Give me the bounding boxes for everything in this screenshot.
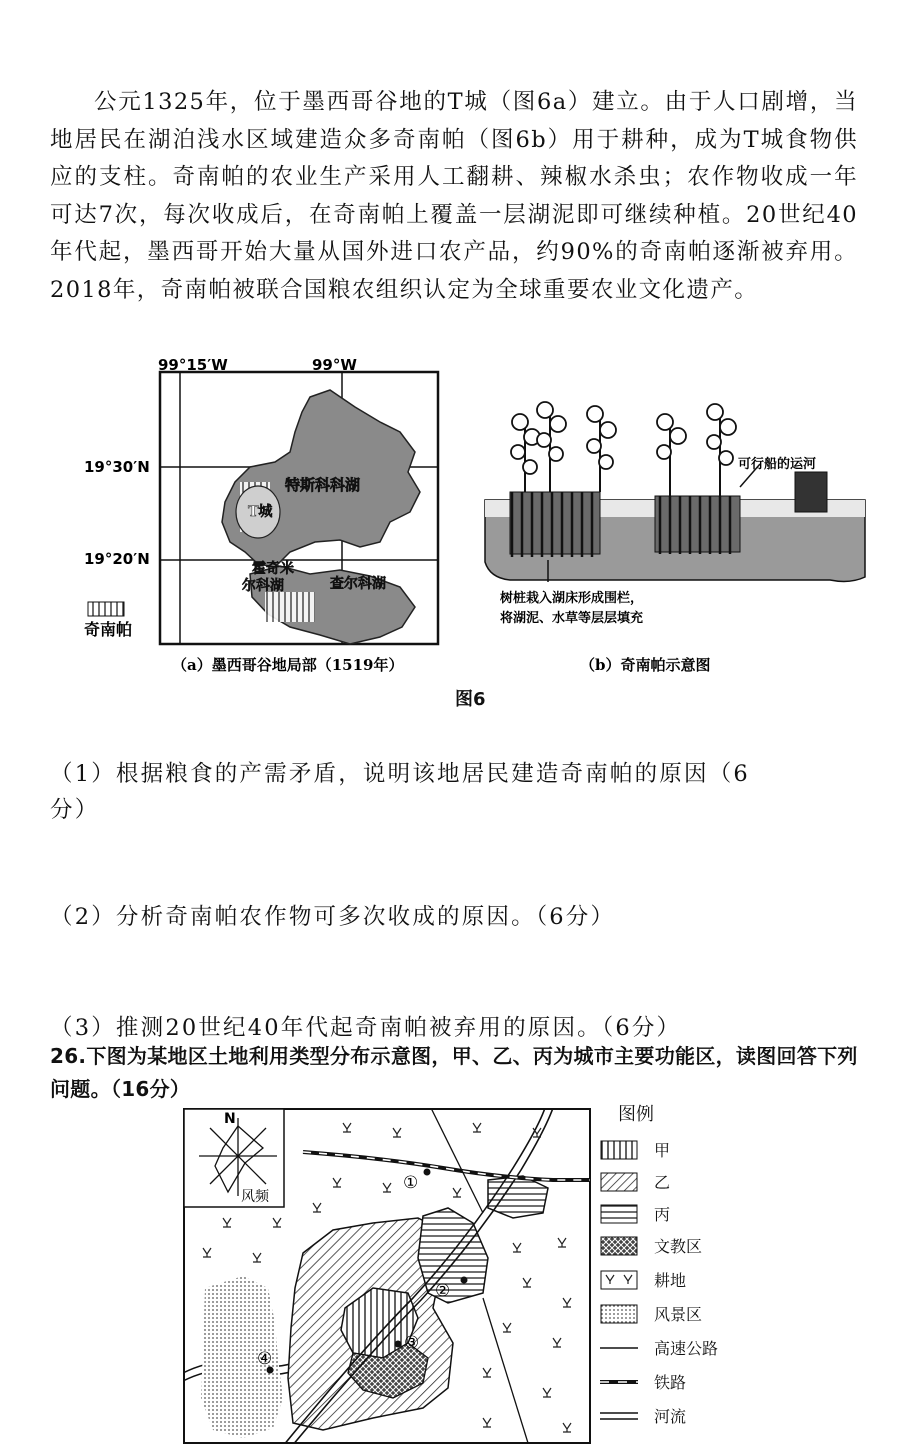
intro-paragraph: 公元1325年，位于墨西哥谷地的T城（图6a）建立。由于人口剧增，当地居民在湖泊浅水区域建造众多奇南帕（图6b）用于耕种，成为T城食物供应的支柱。奇南帕的农业生产采用人工翻耕、辣椒水杀虫；农作物收成一年可达7次，每次收成后，在奇南帕上覆盖一层湖泥即可继续种植。20世纪40年代起，墨西哥开始大量从国外进口农产品，约90%的奇南帕逐渐被弃用。2018年，奇南帕被联合国粮农组织认定为全球重要农业文化遗产。 (50, 89, 858, 303)
lon-label-2: 99°W (312, 356, 357, 374)
lat-label-1: 19°30′N (84, 458, 150, 476)
figure-6a-map (80, 352, 460, 687)
wind-frequency-label: 风频 (241, 1189, 269, 1205)
north-label: N (224, 1111, 236, 1127)
question-26: 26.下图为某地区土地利用类型分布示意图，甲、乙、丙为城市主要功能区，读图回答下列问题。（16分） (50, 1044, 858, 1101)
lon-label-1: 99°15′W (158, 356, 228, 374)
chinampa-plot-2 (655, 496, 740, 554)
lake-label-chalco: 查尔科湖 (330, 576, 386, 592)
canal-boat-post (795, 472, 827, 512)
lake-label-xochimilco-a: 霍奇米 (252, 561, 294, 577)
legend-label: 文教区 (654, 1237, 703, 1256)
lake-label-texcoco: 特斯科科湖 (285, 476, 361, 494)
question-1-line-2: 分） (50, 797, 100, 823)
point-2: ② (435, 1281, 451, 1301)
canal-label: 可行船的运河 (738, 457, 817, 472)
legend-label: 风景区 (654, 1305, 703, 1324)
point-1: ① (403, 1173, 419, 1193)
legend-label: 铁路 (654, 1373, 687, 1392)
question-1-line-1: （1）根据粮食的产需矛盾，说明该地居民建造奇南帕的原因（6 (50, 761, 750, 787)
legend-label: 甲 (654, 1141, 671, 1160)
question-3: （3）推测20世纪40年代起奇南帕被弃用的原因。（6分） (50, 1015, 682, 1041)
legend-title: 图例 (618, 1104, 654, 1125)
city-label: T城 (248, 504, 273, 520)
point-3: ③ (404, 1333, 420, 1353)
fig6b-note-2: 将湖泥、水草等层层填充 (500, 611, 644, 626)
legend-label: 河流 (654, 1407, 687, 1426)
land-use-map (183, 1108, 591, 1444)
question-2: （2）分析奇南帕农作物可多次收成的原因。（6分） (50, 904, 616, 930)
legend-chinampa-label: 奇南帕 (84, 620, 133, 639)
chinampa-plot-1 (510, 492, 600, 557)
fig6b-caption: （b）奇南帕示意图 (580, 656, 711, 674)
legend-label: 耕地 (654, 1271, 687, 1290)
point-4: ④ (257, 1349, 273, 1369)
legend-label: 乙 (654, 1173, 671, 1192)
lat-label-2: 19°20′N (84, 550, 150, 568)
figure-6b-diagram (470, 392, 870, 687)
fig6a-caption: （a）墨西哥谷地局部（1519年） (172, 656, 404, 674)
legend-label: 高速公路 (654, 1339, 719, 1358)
plant-flowers (511, 402, 736, 474)
fig6b-note-1: 树桩栽入湖床形成围栏， (500, 591, 644, 606)
legend-chinampa-swatch (88, 602, 124, 616)
legend-label: 丙 (654, 1205, 671, 1224)
lake-label-xochimilco-b: 尔科湖 (242, 578, 284, 594)
figure-title: 图6 (455, 689, 486, 710)
